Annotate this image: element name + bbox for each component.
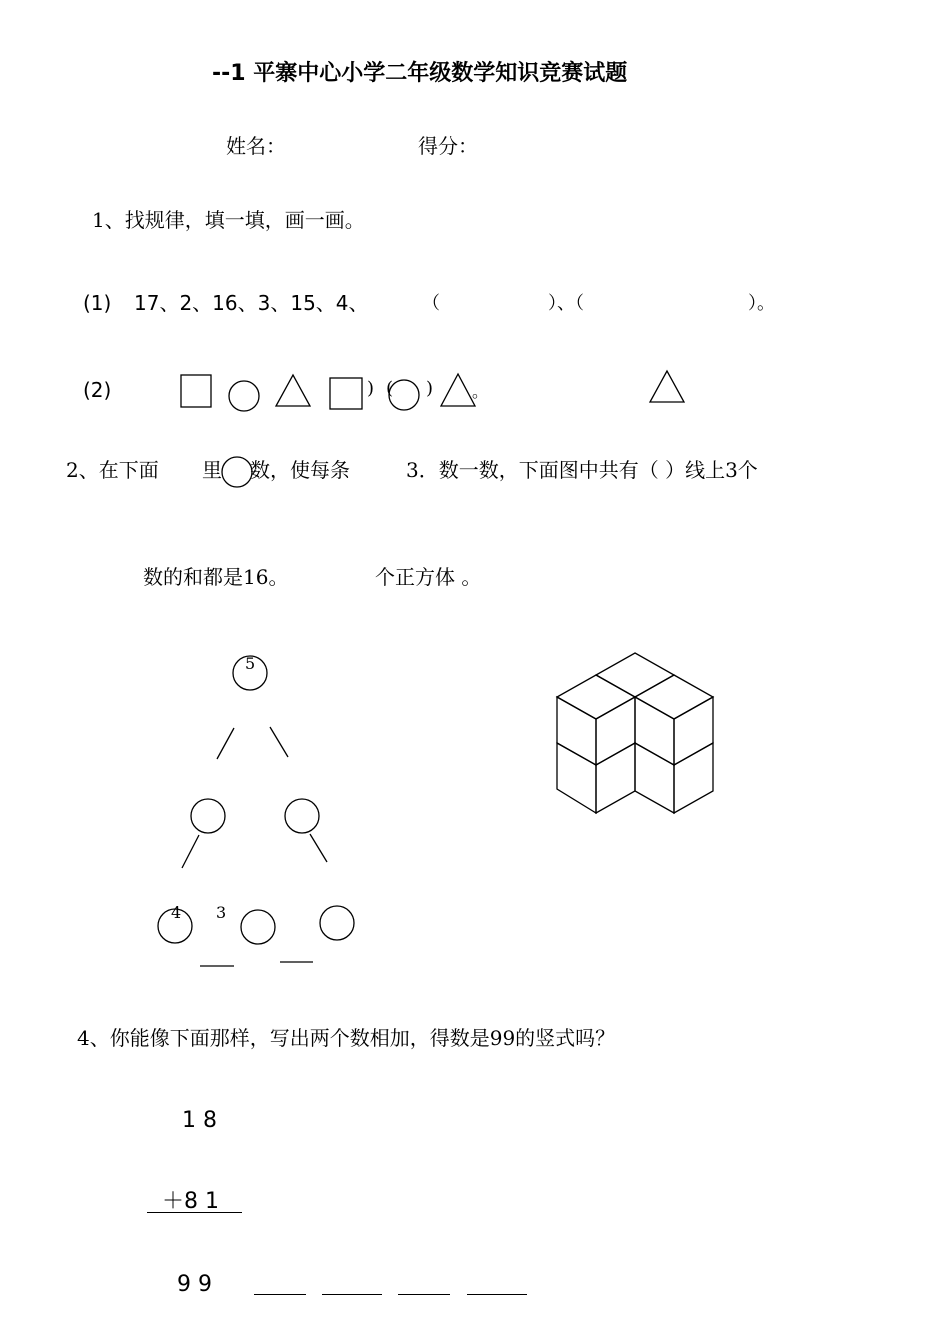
triangle-icon [276,375,310,406]
q1-part1-sequence: 17、2、16、3、15、4、 [134,291,369,315]
q1-part1-end-paren: ）。 [748,293,775,314]
circle-icon [229,381,259,411]
q1-part2-paren-close: ) [367,378,375,399]
triangle-icon [650,371,684,402]
tree-node-right [285,799,319,833]
q1-part2-label: (2) [83,378,112,402]
q3-line2: 个正方体 。 [375,565,482,589]
q1-part2-end: 。 [472,382,489,401]
q2-line1-a: 2、在下面 [66,458,159,482]
q1-part1-close-paren: ）、（ [548,293,584,314]
name-label: 姓名： [226,134,286,158]
q1-heading: 1、找规律，填一填，画一画。 [92,208,365,232]
tree-node-bottom-2 [241,910,275,944]
q4-addend-1: 1 8 [182,1108,217,1133]
score-label: 得分： [418,134,478,158]
q4-addend-2: ＋8 1 [162,1189,219,1214]
q3-line1: 3．数一数，下面图中共有（ ）线上3个 [406,458,758,482]
q4-heading: 4、你能像下面那样，写出两个数相加，得数是99的竖式吗？ [77,1026,616,1050]
square-icon [330,378,362,409]
q1-part1-open-paren: （ [422,293,440,314]
circle-icon [222,457,252,487]
circle-icon [389,380,419,410]
tree-node-bottom-3 [320,906,354,940]
q1-part2-paren-open: ( [386,378,394,399]
square-icon [181,375,211,407]
tree-node-bottom-1 [158,909,192,943]
cube-figure [557,653,713,813]
q2-line1-b: 里 [202,458,222,482]
tree-number-left: 4 [171,903,182,922]
tree-node-top [233,656,267,690]
q2-line2: 数的和都是16。 [143,565,289,589]
q2-line1-c: 数，使每条 [250,458,350,482]
q4-sum: 9 9 [177,1272,212,1297]
tree-top-number: 5 [245,654,256,673]
q1-part2-paren-close2: ) [426,378,434,399]
triangle-icon [441,374,475,406]
tree-number-mid: 3 [216,903,227,922]
q1-part1-label: (1) [83,291,112,315]
page-title: --1 平寨中心小学二年级数学知识竞赛试题 [212,61,628,86]
tree-node-left [191,799,225,833]
